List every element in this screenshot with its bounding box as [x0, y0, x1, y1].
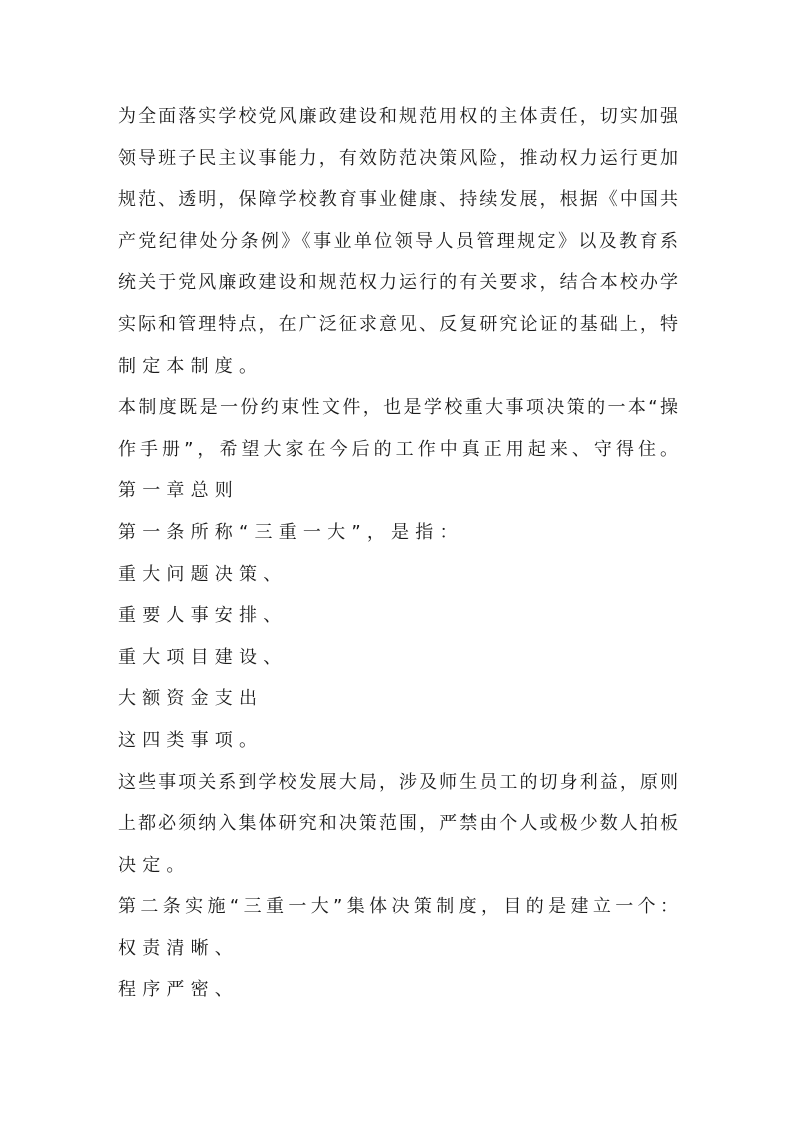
text-line: 产党纪律处分条例》《事业单位领导人员管理规定》以及教育系 [118, 230, 678, 252]
paragraph [118, 103, 678, 394]
text-line: 第一条所称“三重一大”，是指： [118, 521, 464, 543]
text-line: 权责清晰、 [118, 937, 239, 959]
text-line: 实际和管理特点，在广泛征求意见、反复研究论证的基础上，特 [118, 313, 678, 335]
paragraph [118, 644, 678, 686]
paragraph [118, 477, 678, 519]
text-line: 统关于党风廉政建设和规范权力运行的有关要求，结合本校办学 [118, 272, 678, 294]
text-line: 重大项目建设、 [118, 646, 288, 668]
text-line: 重要人事安排、 [118, 605, 288, 627]
text-line: 大额资金支出 [118, 688, 264, 710]
paragraph [118, 976, 678, 1018]
text-line: 第二条实施“三重一大”集体决策制度，目的是建立一个： [118, 896, 678, 918]
paragraph [118, 893, 678, 935]
text-line: 决定。 [118, 854, 191, 876]
text-line: 领导班子民主议事能力，有效防范决策风险，推动权力运行更加 [118, 147, 678, 169]
text-line: 第一章总则 [118, 480, 239, 502]
text-line: 制定本制度。 [118, 355, 264, 377]
paragraph [118, 769, 678, 894]
paragraph [118, 394, 678, 477]
text-line: 上都必须纳入集体研究和决策范围，严禁由个人或极少数人拍板 [118, 813, 678, 835]
paragraph [118, 602, 678, 644]
paragraph [118, 685, 678, 727]
text-line: 本制度既是一份约束性文件，也是学校重大事项决策的一本“操 [118, 397, 678, 419]
text-line: 为全面落实学校党风廉政建设和规范用权的主体责任，切实加强 [118, 106, 678, 127]
text-line: 规范、透明，保障学校教育事业健康、持续发展，根据《中国共 [118, 189, 678, 211]
text-line: 作手册”，希望大家在今后的工作中真正用起来、守得住。 [118, 438, 678, 460]
paragraph [118, 561, 678, 603]
text-line: 这些事项关系到学校发展大局，涉及师生员工的切身利益，原则 [118, 771, 678, 793]
paragraph [118, 935, 678, 977]
text-line: 这四类事项。 [118, 729, 264, 751]
text-line: 重大问题决策、 [118, 563, 288, 585]
paragraph [118, 727, 678, 769]
document-page [118, 103, 678, 1018]
text-line: 程序严密、 [118, 979, 239, 1001]
paragraph [118, 519, 678, 561]
